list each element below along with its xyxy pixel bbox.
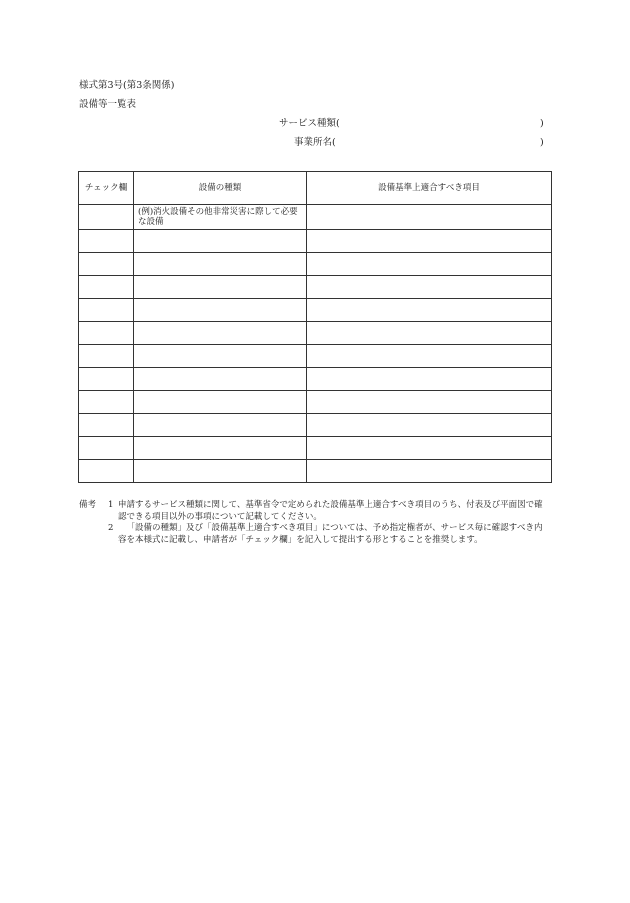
standard-item-cell: [307, 205, 552, 230]
table-row: [79, 460, 552, 483]
standard-item-cell: [307, 437, 552, 460]
note-number: 1: [108, 500, 114, 510]
check-cell[interactable]: [79, 322, 134, 345]
equipment-type-cell: [134, 414, 307, 437]
service-type-label: サービス種類(: [279, 118, 340, 129]
form-number: 様式第3号(第3条関係): [79, 80, 175, 91]
service-type-close-paren: ): [540, 118, 544, 129]
check-cell[interactable]: [79, 437, 134, 460]
note-text: 申請するサービス種類に関して、基準省令で定められた設備基準上適合すべき項目のうち、付表及び平面図で確認できる項目以外の事項について記載してください。: [118, 500, 543, 522]
check-cell[interactable]: [79, 391, 134, 414]
standard-item-cell: [307, 276, 552, 299]
standard-item-cell: [307, 460, 552, 483]
check-cell[interactable]: [79, 253, 134, 276]
equipment-type-cell: [134, 276, 307, 299]
note-item: [108, 523, 549, 546]
notes-section: [79, 500, 549, 546]
header-standard-item: 設備基準上適合すべき項目: [307, 172, 552, 205]
equipment-type-cell: [134, 460, 307, 483]
standard-item-cell: [307, 253, 552, 276]
table-row: [79, 230, 552, 253]
equipment-type-cell: [134, 253, 307, 276]
standard-item-cell: [307, 391, 552, 414]
table-row: [79, 345, 552, 368]
standard-item-cell: [307, 230, 552, 253]
standard-item-cell: [307, 322, 552, 345]
note-number: 2: [108, 523, 114, 533]
header-check: チェック欄: [79, 172, 134, 205]
table-row: [79, 253, 552, 276]
standard-item-cell: [307, 368, 552, 391]
equipment-table: [78, 171, 552, 483]
check-cell[interactable]: [79, 299, 134, 322]
table-row: [79, 368, 552, 391]
equipment-type-cell: [134, 299, 307, 322]
note-text: 「設備の種類」及び「設備基準上適合すべき項目」については、予め指定権者が、サービス毎に確認すべき内容を本様式に記載し、申請者が「チェック欄」を記入して提出する形とすることを推奨します。: [118, 523, 543, 545]
table-row: [79, 437, 552, 460]
table-row: [79, 205, 552, 230]
equipment-type-cell: [134, 437, 307, 460]
table-header-row: [79, 172, 552, 205]
table-row: [79, 299, 552, 322]
check-cell[interactable]: [79, 205, 134, 230]
document-title: 設備等一覧表: [79, 99, 137, 110]
equipment-type-cell: (例)消火設備その他非常災害に際して必要な設備: [134, 205, 307, 230]
table-row: [79, 391, 552, 414]
check-cell[interactable]: [79, 345, 134, 368]
standard-item-cell: [307, 414, 552, 437]
equipment-type-cell: [134, 345, 307, 368]
check-cell[interactable]: [79, 368, 134, 391]
notes-label: 備考: [79, 500, 97, 510]
check-cell[interactable]: [79, 276, 134, 299]
office-name-label: 事業所名(: [294, 137, 336, 148]
check-cell[interactable]: [79, 230, 134, 253]
equipment-type-cell: [134, 391, 307, 414]
standard-item-cell: [307, 345, 552, 368]
check-cell[interactable]: [79, 414, 134, 437]
table-row: [79, 322, 552, 345]
equipment-type-cell: [134, 368, 307, 391]
table-row: [79, 414, 552, 437]
check-cell[interactable]: [79, 460, 134, 483]
equipment-type-cell: [134, 322, 307, 345]
standard-item-cell: [307, 299, 552, 322]
note-item: [108, 500, 549, 523]
header-equipment-type: 設備の種類: [134, 172, 307, 205]
office-name-close-paren: ): [540, 137, 544, 148]
equipment-type-cell: [134, 230, 307, 253]
table-row: [79, 276, 552, 299]
